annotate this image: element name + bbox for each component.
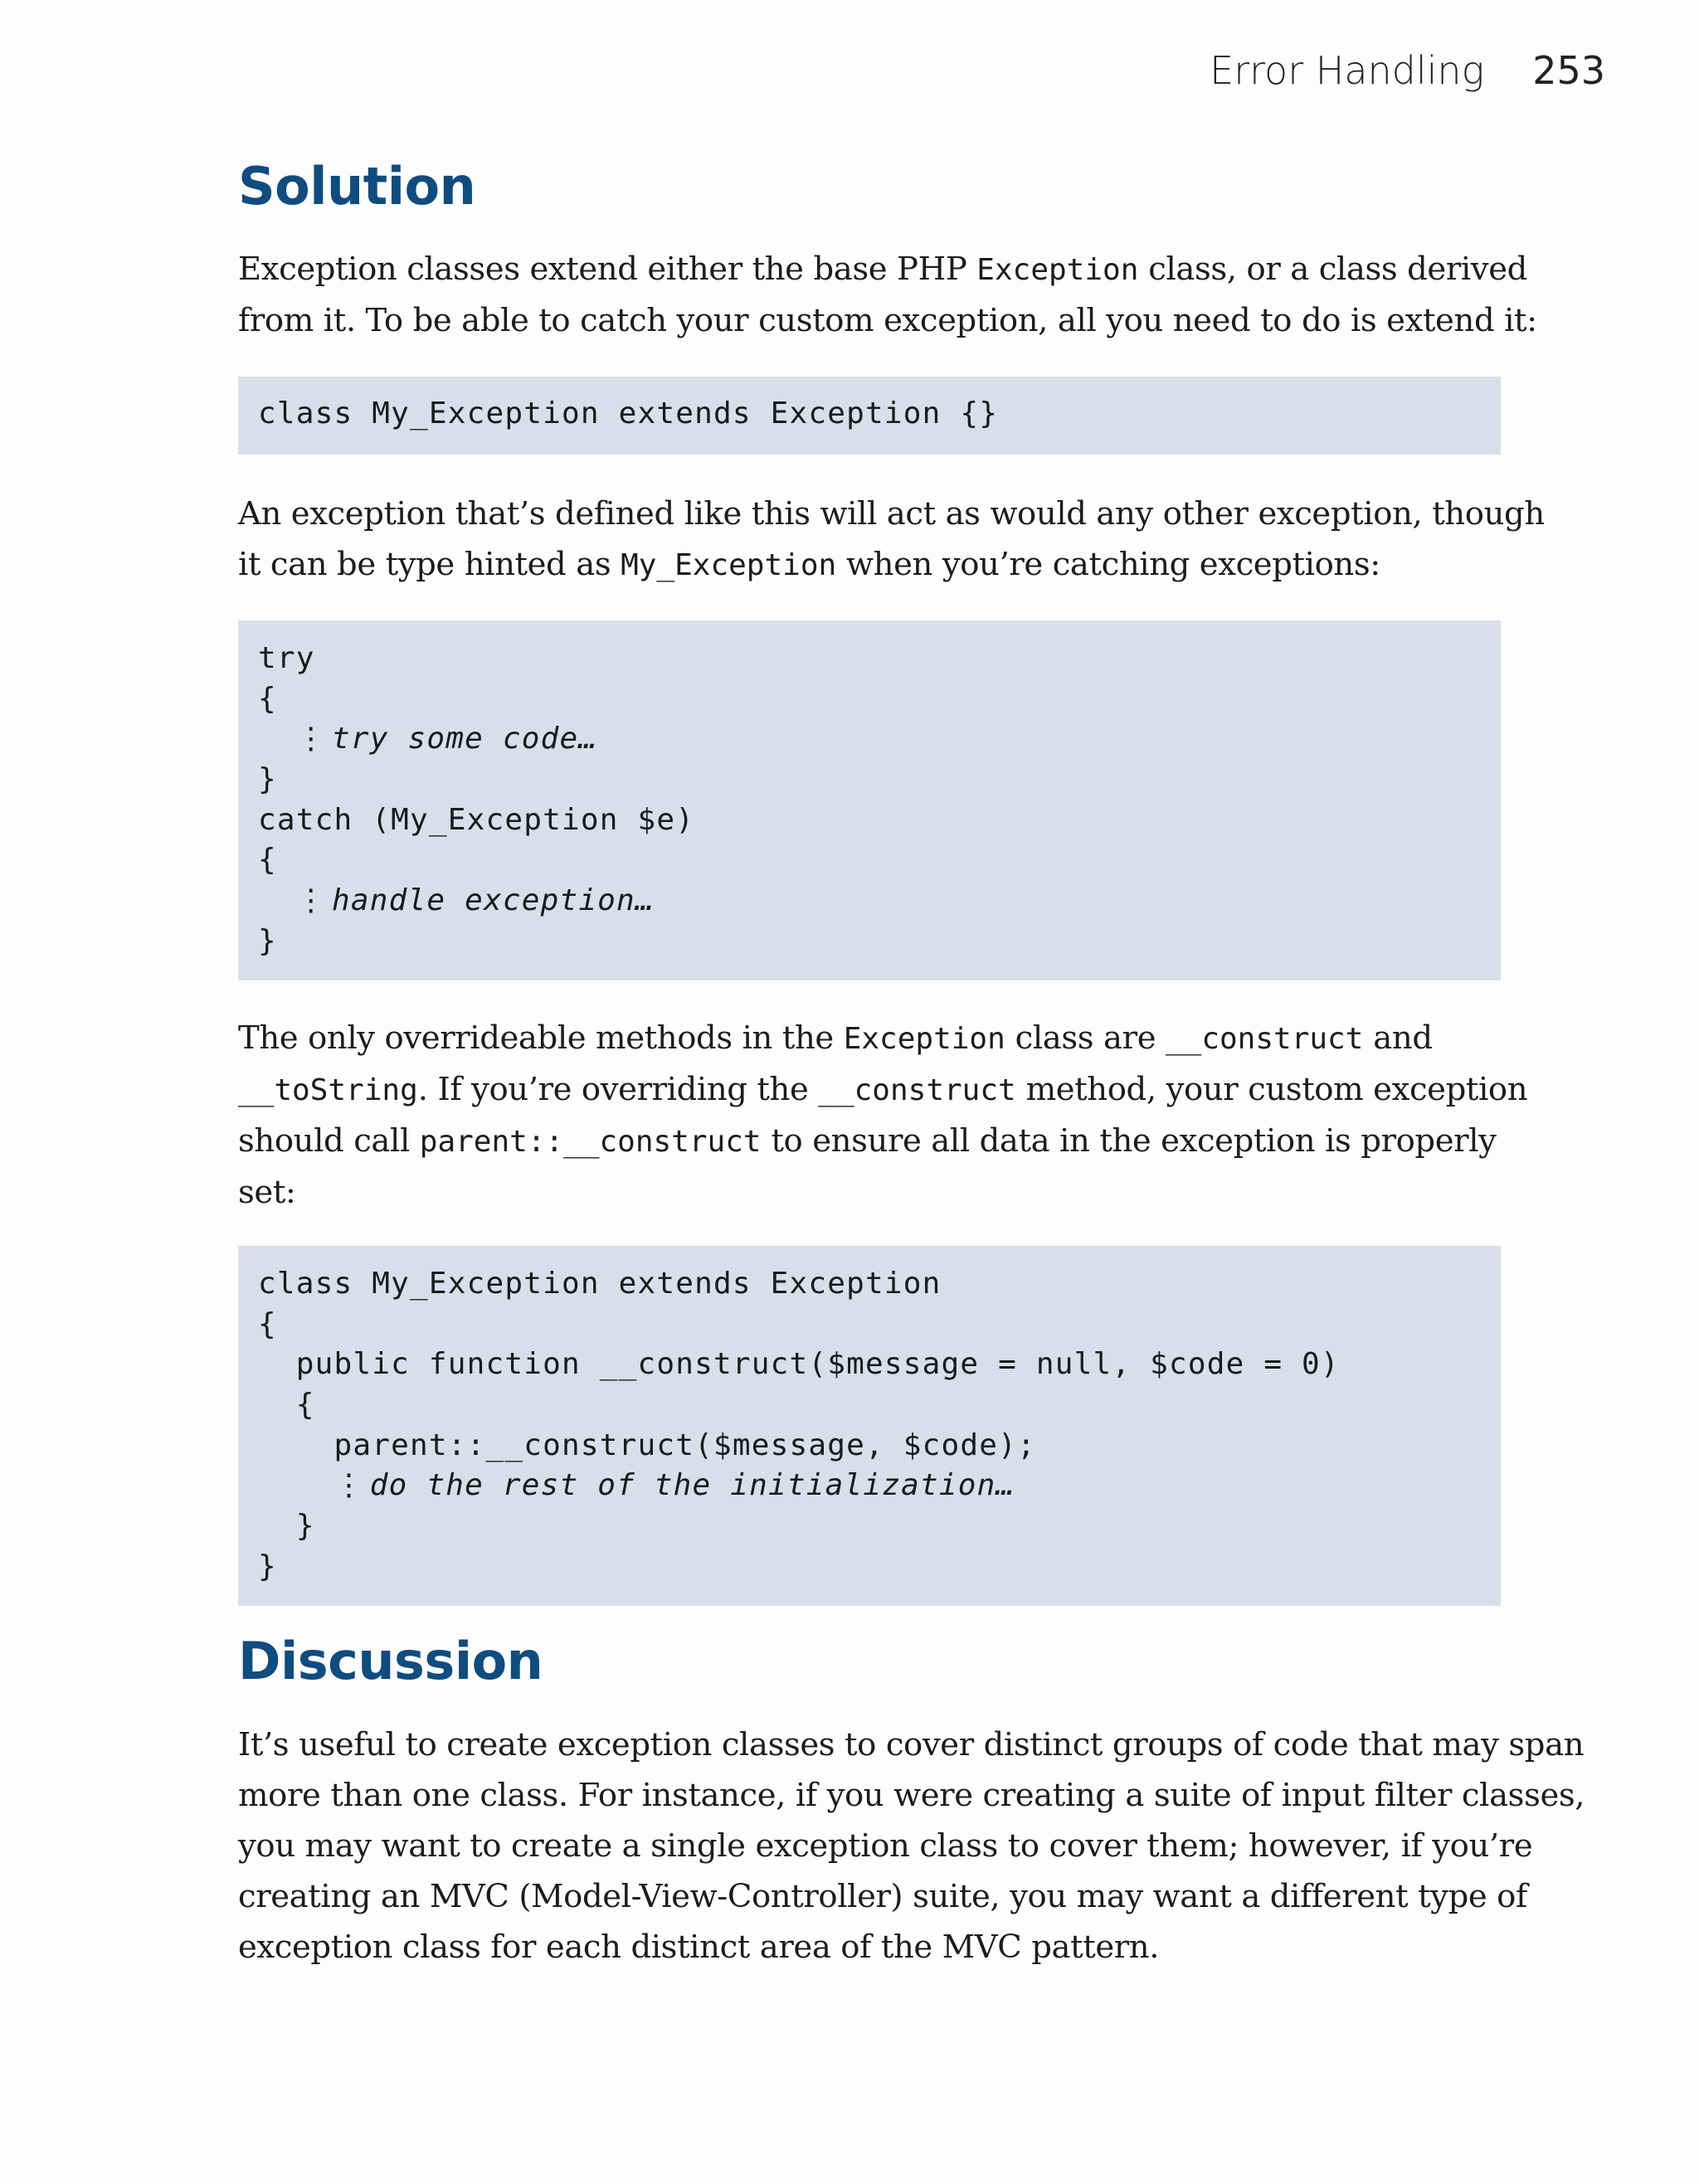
code-line: catch (My_Exception $e) bbox=[258, 802, 695, 837]
text-line bbox=[238, 1013, 1501, 1064]
indent bbox=[258, 883, 296, 917]
code-line: } bbox=[258, 1549, 277, 1583]
code-line bbox=[258, 1466, 1481, 1506]
text-run: to ensure all data in the exception is properly bbox=[761, 1122, 1497, 1160]
indent bbox=[258, 1468, 334, 1502]
paragraph-overrideable-methods bbox=[238, 1013, 1528, 1218]
code-line: class My_Exception extends Exception {} bbox=[258, 396, 999, 430]
inline-code: __toString bbox=[238, 1073, 418, 1107]
inline-code: parent::__construct bbox=[419, 1125, 762, 1159]
vertical-ellipsis-icon: ⋮ bbox=[295, 722, 327, 756]
chapter-title: Error Handling bbox=[1210, 48, 1485, 93]
text-line: An exception that’s defined like this will act as would any other exception, though bbox=[238, 495, 1545, 533]
text-line: It’s useful to create exception classes to cover distinct groups of code that may span bbox=[238, 1726, 1585, 1763]
code-comment: do the rest of the initialization… bbox=[369, 1468, 1015, 1503]
code-line: { bbox=[258, 1388, 315, 1423]
text-run: class, or a class derived bbox=[1138, 251, 1527, 288]
code-line: public function __construct($message = null, $code = 0) bbox=[258, 1347, 1340, 1382]
code-line: { bbox=[258, 681, 277, 716]
text-line: set: bbox=[238, 1174, 296, 1211]
code-line: } bbox=[258, 762, 277, 797]
code-block-try-catch bbox=[238, 620, 1501, 980]
section-heading-discussion: Discussion bbox=[238, 1631, 543, 1691]
inline-code: __construct bbox=[1165, 1022, 1364, 1056]
text-line: you may want to create a single exception class to cover them; however, if you’re bbox=[238, 1827, 1533, 1865]
inline-code: Exception bbox=[843, 1022, 1005, 1056]
inline-code: My_Exception bbox=[621, 548, 837, 582]
text-run: method, your custom exception bbox=[1015, 1071, 1528, 1108]
vertical-ellipsis-icon: ⋮ bbox=[295, 883, 327, 918]
text-run: Exception classes extend either the base PHP bbox=[238, 251, 977, 288]
text-run: . If you’re overriding the bbox=[417, 1071, 819, 1108]
text-run: should call bbox=[238, 1122, 420, 1160]
code-line: class My_Exception extends Exception bbox=[258, 1267, 942, 1301]
text-run: class are bbox=[1005, 1019, 1166, 1057]
code-line: try bbox=[258, 641, 315, 675]
text-run: when you’re catching exceptions: bbox=[836, 546, 1380, 583]
text-line: creating an MVC (Model-View-Controller) suite, you may want a different type of bbox=[238, 1878, 1527, 1915]
code-block-construct-override bbox=[238, 1246, 1501, 1606]
inline-code: __construct bbox=[818, 1073, 1016, 1107]
code-block-class-definition bbox=[238, 377, 1501, 455]
text-line: from it. To be able to catch your custom exception, all you need to do is extend it: bbox=[238, 302, 1537, 339]
code-line: } bbox=[258, 1509, 315, 1544]
text-line bbox=[238, 244, 1527, 295]
code-line bbox=[258, 719, 1481, 760]
paragraph-type-hint bbox=[238, 489, 1545, 591]
section-heading-solution: Solution bbox=[238, 156, 476, 216]
paragraph-intro bbox=[238, 244, 1537, 346]
paragraph-discussion bbox=[238, 1719, 1585, 1972]
text-line: exception class for each distinct area of the MVC pattern. bbox=[238, 1929, 1160, 1966]
code-comment: handle exception… bbox=[331, 883, 655, 918]
code-line: parent::__construct($message, $code); bbox=[258, 1428, 1036, 1462]
code-line: } bbox=[258, 923, 277, 958]
text-line bbox=[238, 539, 1501, 591]
code-line bbox=[258, 881, 1481, 922]
indent bbox=[258, 722, 296, 756]
text-line: more than one class. For instance, if you were creating a suite of input filter classes, bbox=[238, 1777, 1585, 1814]
page-number: 253 bbox=[1532, 48, 1605, 93]
inline-code: Exception bbox=[976, 253, 1139, 287]
code-line: { bbox=[258, 843, 277, 878]
vertical-ellipsis-icon: ⋮ bbox=[333, 1468, 365, 1503]
text-line bbox=[238, 1064, 1528, 1116]
text-run: and bbox=[1363, 1019, 1433, 1057]
text-run: The only overrideable methods in the bbox=[238, 1019, 844, 1057]
text-run: it can be type hinted as bbox=[238, 546, 621, 583]
running-header bbox=[1210, 48, 1605, 93]
code-comment: try some code… bbox=[331, 722, 598, 756]
code-line: { bbox=[258, 1306, 277, 1341]
text-line bbox=[238, 1116, 1501, 1167]
